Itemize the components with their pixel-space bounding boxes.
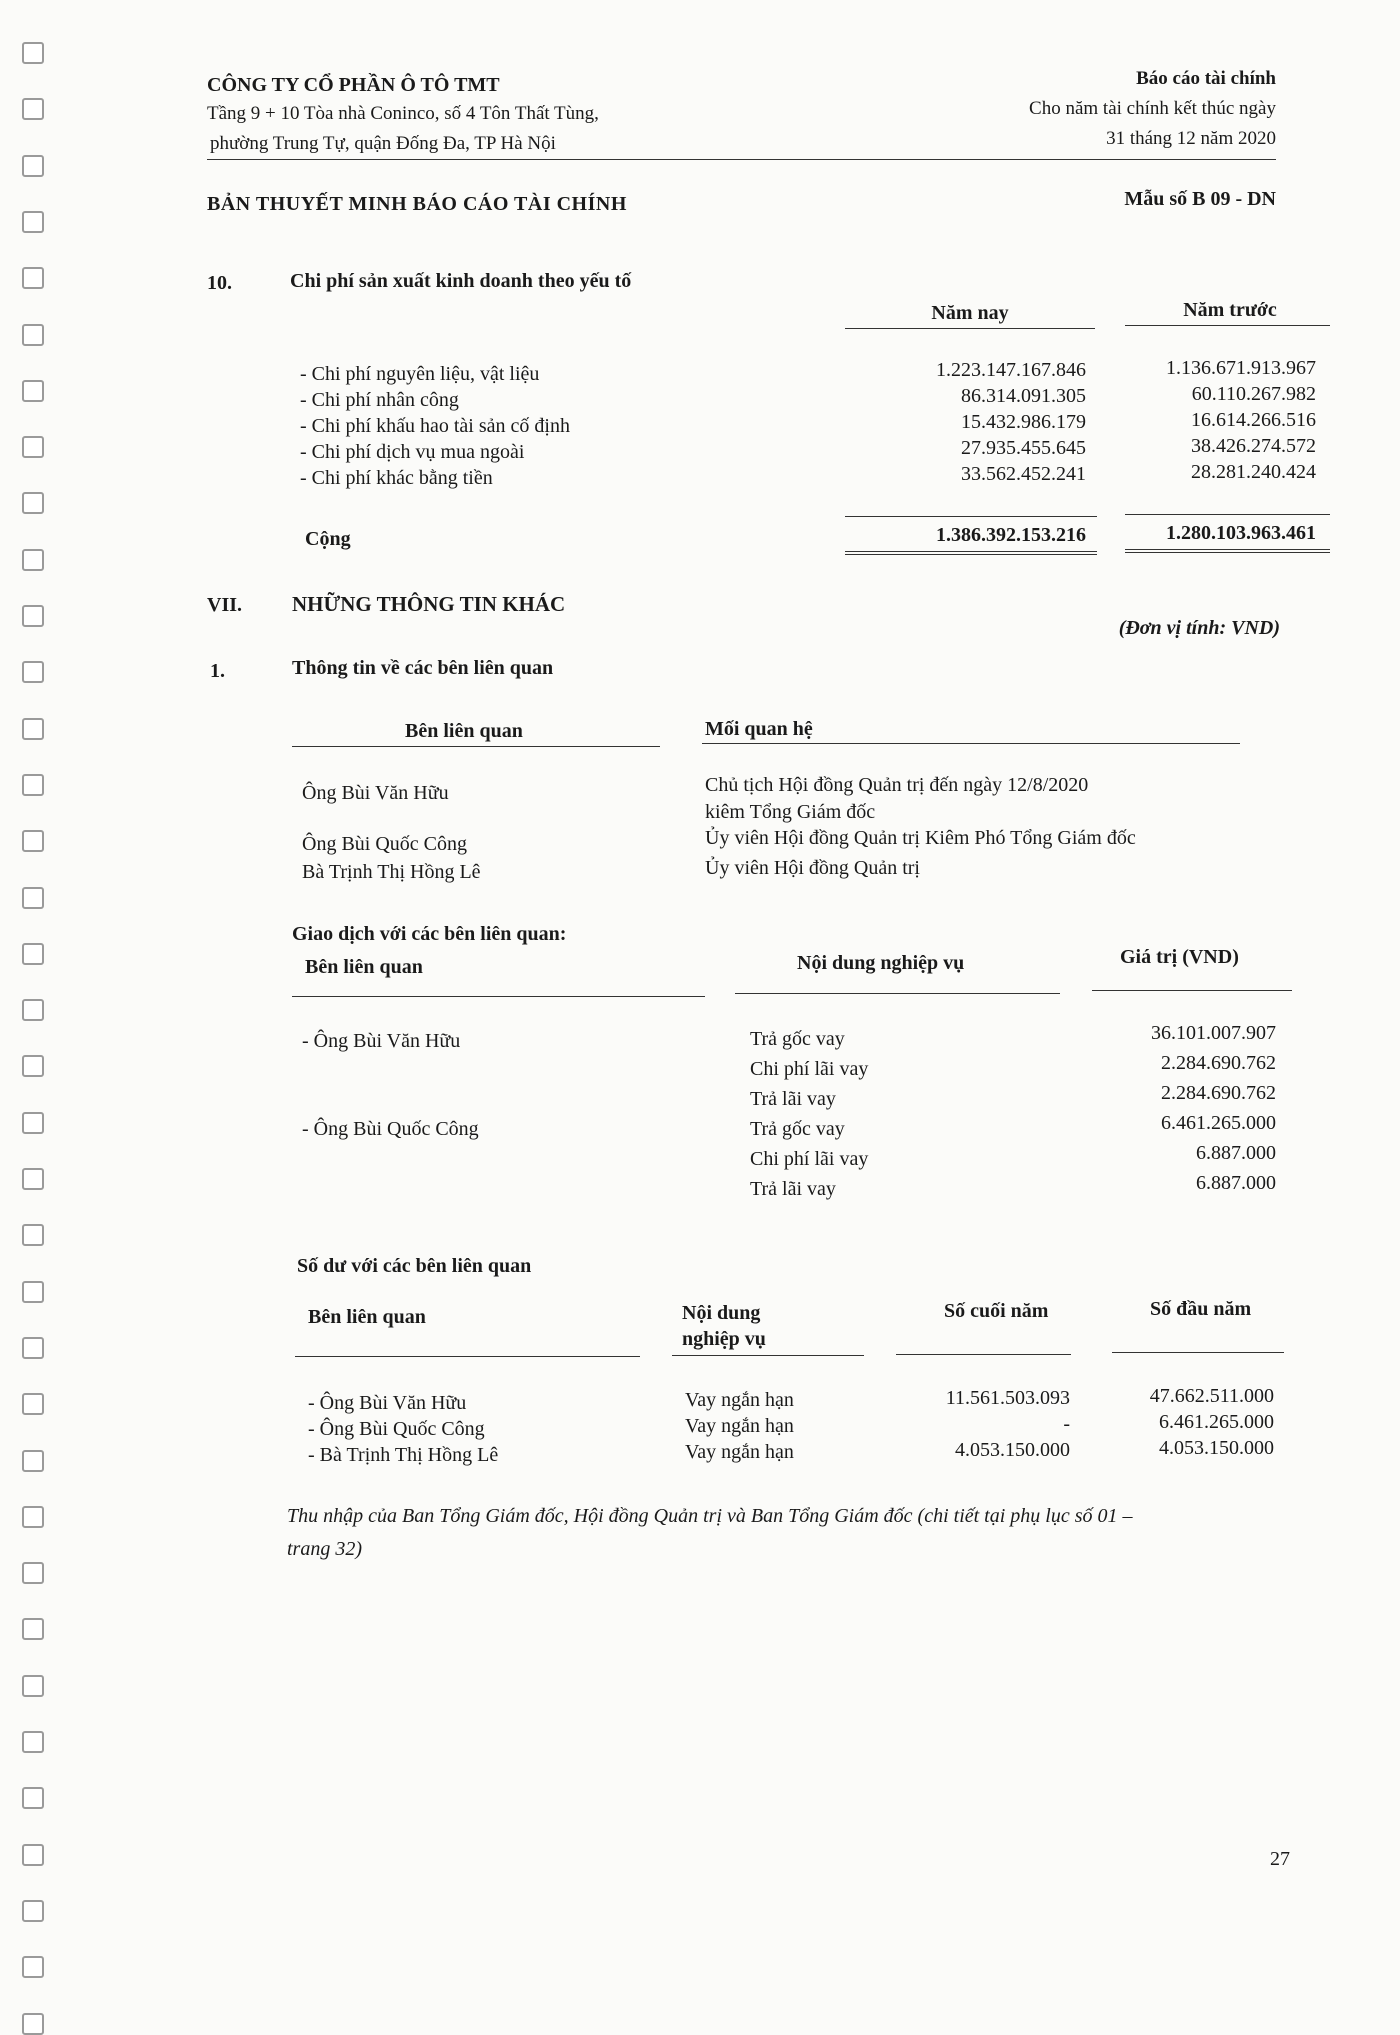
cost-previous-value: 1.136.671.913.967 <box>1166 357 1316 379</box>
binder-hole <box>22 1112 44 1134</box>
binder-hole <box>22 999 44 1021</box>
tx-content: Trả gốc vay <box>750 1118 845 1140</box>
cost-current-value: 86.314.091.305 <box>961 385 1086 407</box>
binder-hole <box>22 2013 44 2035</box>
total-bottom-rule-2-double <box>1125 552 1330 553</box>
tx-content: Trả lãi vay <box>750 1178 836 1200</box>
col-previous-rule <box>1125 325 1330 326</box>
income-note-line2: trang 32) <box>287 1538 362 1560</box>
tx-party: - Ông Bùi Văn Hữu <box>302 1030 461 1052</box>
cost-label: - Chi phí nguyên liệu, vật liệu <box>300 363 540 385</box>
cost-labels <box>300 361 570 491</box>
binder-hole <box>22 1055 44 1077</box>
binder-hole <box>22 267 44 289</box>
binder-hole <box>22 1675 44 1697</box>
total-top-rule-2 <box>1125 514 1330 515</box>
cost-previous-value: 60.110.267.982 <box>1191 383 1316 405</box>
binder-hole <box>22 1337 44 1359</box>
report-period-line1: Cho năm tài chính kết thúc ngày <box>1029 98 1276 119</box>
binder-hole <box>22 605 44 627</box>
binder-hole <box>22 1844 44 1866</box>
cost-previous-value: 28.281.240.424 <box>1191 461 1316 483</box>
cost-previous-values <box>1166 355 1316 485</box>
doc-title: BẢN THUYẾT MINH BÁO CÁO TÀI CHÍNH <box>207 193 627 215</box>
bal-begin-rule <box>1112 1352 1284 1353</box>
related-title: Thông tin về các bên liên quan <box>292 657 554 679</box>
col-current-rule <box>845 328 1095 329</box>
binder-hole <box>22 1618 44 1640</box>
tx-party-rule <box>292 996 705 997</box>
binder-hole <box>22 774 44 796</box>
col-current-year: Năm nay <box>931 302 1009 324</box>
binder-hole <box>22 1281 44 1303</box>
bal-end-value: 11.561.503.093 <box>945 1387 1070 1409</box>
bal-party: - Ông Bùi Văn Hữu <box>308 1392 467 1414</box>
company-address-line1: Tầng 9 + 10 Tòa nhà Coninco, số 4 Tôn Thất Tùng, <box>207 103 599 124</box>
person-relation: Ủy viên Hội đồng Quản trị <box>705 857 920 879</box>
person-name: Bà Trịnh Thị Hồng Lê <box>302 861 481 883</box>
tx-content: Chi phí lãi vay <box>750 1058 869 1080</box>
col-tx-party: Bên liên quan <box>305 956 423 978</box>
bal-party: - Bà Trịnh Thị Hồng Lê <box>308 1444 499 1466</box>
binder-hole <box>22 1731 44 1753</box>
col-tx-value: Giá trị (VND) <box>1120 946 1239 968</box>
binder-hole <box>22 1900 44 1922</box>
cost-label: - Chi phí dịch vụ mua ngoài <box>300 441 525 463</box>
col-bal-end: Số cuối năm <box>944 1300 1049 1322</box>
transactions-title: Giao dịch với các bên liên quan: <box>292 923 567 945</box>
bal-end-values <box>946 1385 1070 1463</box>
tx-values <box>1151 1018 1276 1198</box>
bal-content-rule <box>672 1355 864 1356</box>
person-name: Ông Bùi Quốc Công <box>302 833 467 855</box>
total-label: Cộng <box>305 528 351 550</box>
binder-hole <box>22 42 44 64</box>
total-current: 1.386.392.153.216 <box>936 524 1086 546</box>
person-relation-cont: kiêm Tổng Giám đốc <box>705 801 876 823</box>
person-relation: Chủ tịch Hội đồng Quản trị đến ngày 12/8/2020 <box>705 774 1089 796</box>
col-tx-content: Nội dung nghiệp vụ <box>797 952 965 974</box>
related-number: 1. <box>210 660 225 682</box>
binder-hole <box>22 718 44 740</box>
col-bal-begin: Số đầu năm <box>1150 1298 1252 1320</box>
binder-hole <box>22 830 44 852</box>
person-name: Ông Bùi Văn Hữu <box>302 782 449 804</box>
binder-hole <box>22 1168 44 1190</box>
total-previous: 1.280.103.963.461 <box>1166 522 1316 544</box>
bal-begin-value: 47.662.511.000 <box>1149 1385 1274 1407</box>
binder-hole <box>22 1224 44 1246</box>
person-relation: Ủy viên Hội đồng Quản trị Kiêm Phó Tổng Giám đốc <box>705 827 1136 849</box>
binder-hole <box>22 1562 44 1584</box>
tx-content: Chi phí lãi vay <box>750 1148 869 1170</box>
section7-number: VII. <box>207 594 243 616</box>
cost-label: - Chi phí nhân công <box>300 389 459 411</box>
related-party-rule <box>292 746 660 747</box>
bal-begin-value: 6.461.265.000 <box>1159 1411 1274 1433</box>
company-address-line2: phường Trung Tự, quận Đống Đa, TP Hà Nội <box>210 133 556 154</box>
cost-previous-value: 38.426.274.572 <box>1191 435 1316 457</box>
unit-note: (Đơn vị tính: VND) <box>1118 617 1280 639</box>
tx-value: 6.461.265.000 <box>1161 1112 1276 1134</box>
bal-end-rule <box>896 1354 1071 1355</box>
report-period-line2: 31 tháng 12 năm 2020 <box>1106 128 1276 149</box>
bal-content: Vay ngắn hạn <box>685 1389 794 1411</box>
cost-current-value: 1.223.147.167.846 <box>936 359 1086 381</box>
tx-value: 2.284.690.762 <box>1161 1082 1276 1104</box>
report-title: Báo cáo tài chính <box>1136 68 1276 89</box>
total-bottom-rule-double <box>845 554 1097 555</box>
bal-party-rule <box>295 1356 640 1357</box>
binder-hole <box>22 1787 44 1809</box>
col-bal-content: Nội dung <box>682 1302 761 1324</box>
bal-begin-values <box>1150 1383 1274 1461</box>
binder-hole <box>22 98 44 120</box>
tx-content: Trả gốc vay <box>750 1028 845 1050</box>
binder-hole <box>22 436 44 458</box>
binder-hole <box>22 380 44 402</box>
total-bottom-rule-2 <box>1125 549 1330 550</box>
cost-label: - Chi phí khác bằng tiền <box>300 467 493 489</box>
binder-hole <box>22 492 44 514</box>
binder-hole <box>22 1506 44 1528</box>
bal-contents <box>685 1387 794 1465</box>
binder-hole <box>22 1450 44 1472</box>
cost-current-value: 33.562.452.241 <box>961 463 1086 485</box>
bal-end-value: - <box>1063 1413 1070 1435</box>
bal-party: - Ông Bùi Quốc Công <box>308 1418 485 1440</box>
cost-current-value: 27.935.455.645 <box>961 437 1086 459</box>
col-related-party: Bên liên quan <box>405 720 523 742</box>
cost-previous-value: 16.614.266.516 <box>1191 409 1316 431</box>
cost-label: - Chi phí khấu hao tài sản cố định <box>300 415 570 437</box>
col-bal-party: Bên liên quan <box>308 1306 426 1328</box>
binder-hole <box>22 887 44 909</box>
bal-content: Vay ngắn hạn <box>685 1441 794 1463</box>
section10-number: 10. <box>207 272 232 294</box>
tx-value: 2.284.690.762 <box>1161 1052 1276 1074</box>
binder-hole <box>22 324 44 346</box>
bal-parties <box>308 1390 498 1468</box>
cost-current-value: 15.432.986.179 <box>961 411 1086 433</box>
tx-contents <box>750 1024 868 1204</box>
total-bottom-rule <box>845 551 1097 552</box>
tx-value: 6.887.000 <box>1196 1172 1276 1194</box>
balances-title: Số dư với các bên liên quan <box>297 1255 532 1277</box>
tx-value: 6.887.000 <box>1196 1142 1276 1164</box>
col-bal-content-cont: nghiệp vụ <box>682 1328 766 1350</box>
cost-current-values <box>936 357 1086 487</box>
tx-content: Trả lãi vay <box>750 1088 836 1110</box>
binder-hole <box>22 155 44 177</box>
bal-content: Vay ngắn hạn <box>685 1415 794 1437</box>
bal-begin-value: 4.053.150.000 <box>1159 1437 1274 1459</box>
income-note-line1: Thu nhập của Ban Tổng Giám đốc, Hội đồng Quản trị và Ban Tổng Giám đốc (chi tiết tại phụ lục số 01 – <box>287 1505 1133 1527</box>
total-top-rule <box>845 516 1097 517</box>
binder-hole <box>22 211 44 233</box>
tx-party: - Ông Bùi Quốc Công <box>302 1118 479 1140</box>
binder-hole <box>22 943 44 965</box>
col-previous-year: Năm trước <box>1183 299 1277 321</box>
section10-title: Chi phí sản xuất kinh doanh theo yếu tố <box>290 270 632 292</box>
relationship-rule <box>702 743 1240 744</box>
tx-value-rule <box>1092 990 1292 991</box>
binder-hole <box>22 1956 44 1978</box>
page-number: 27 <box>1270 1848 1290 1870</box>
form-code: Mẫu số B 09 - DN <box>1124 188 1276 210</box>
col-relationship: Mối quan hệ <box>705 718 813 740</box>
binder-hole <box>22 549 44 571</box>
binder-hole <box>22 1393 44 1415</box>
binder-hole <box>22 661 44 683</box>
section7-title: NHỮNG THÔNG TIN KHÁC <box>292 592 566 616</box>
tx-content-rule <box>735 993 1060 994</box>
bal-end-value: 4.053.150.000 <box>955 1439 1070 1461</box>
company-name: CÔNG TY CỔ PHẦN Ô TÔ TMT <box>207 74 500 96</box>
header-rule <box>207 159 1276 160</box>
tx-value: 36.101.007.907 <box>1151 1022 1276 1044</box>
